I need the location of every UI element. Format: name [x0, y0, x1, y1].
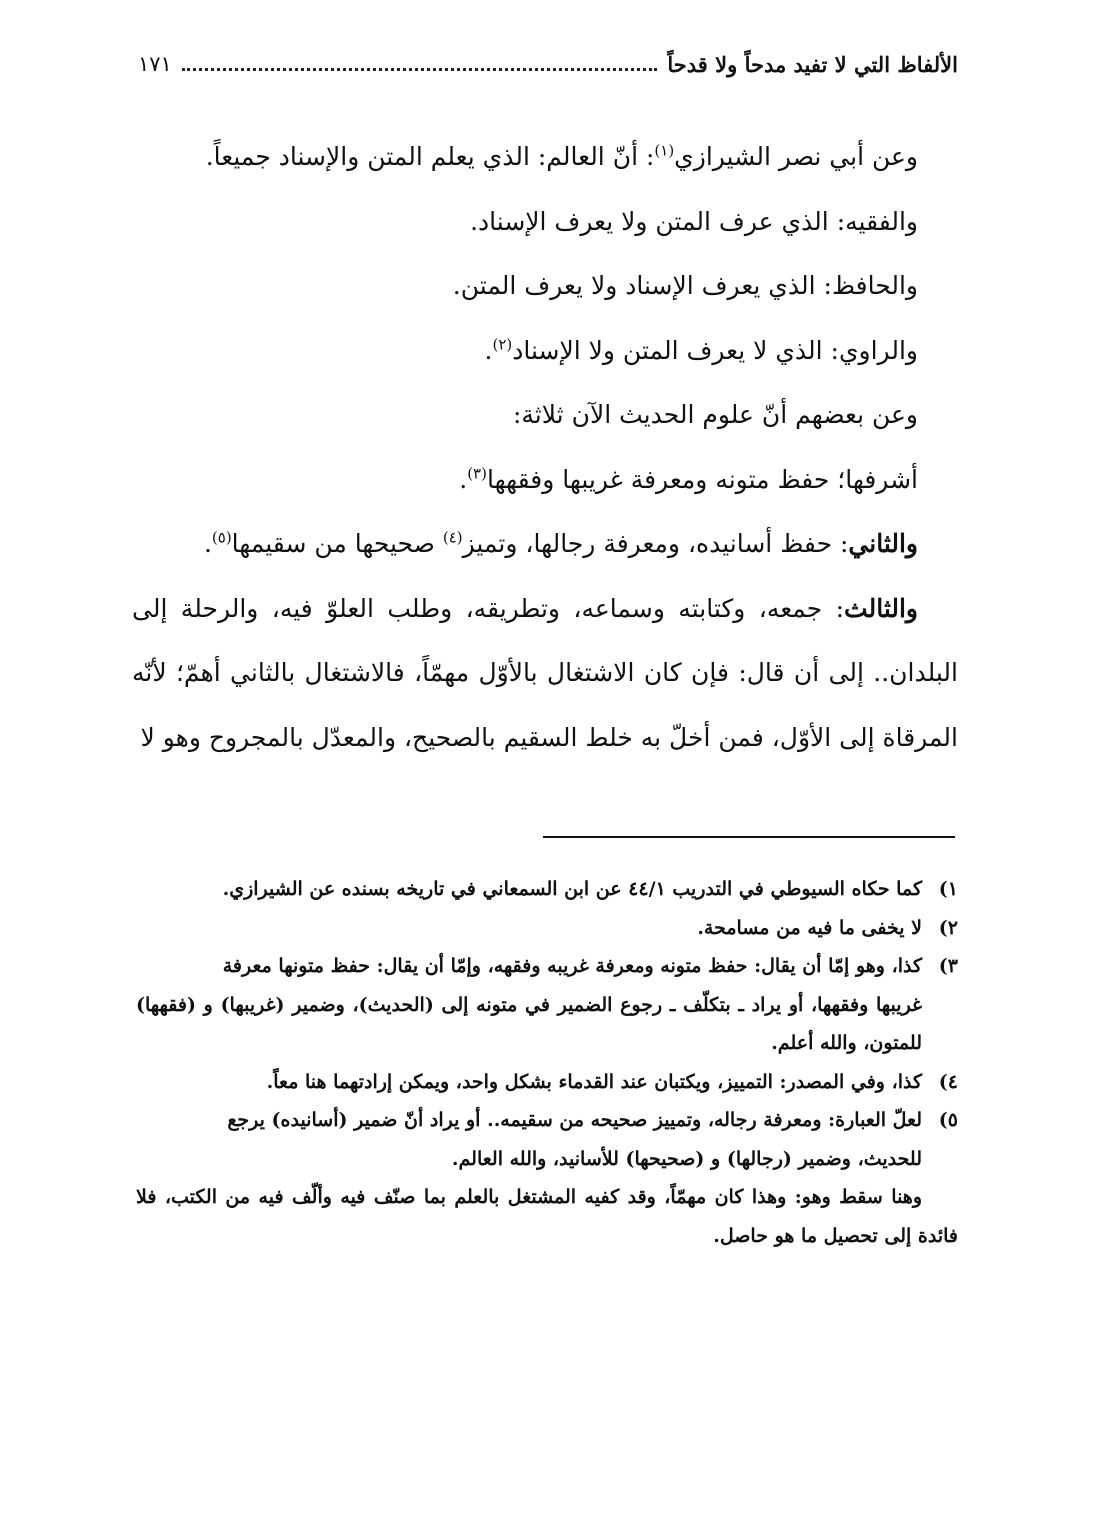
footnote-ref-2: (٢): [492, 335, 513, 354]
paragraph-text: : جمعه، وكتابته وسماعه، وتطريقه، وطلب العلوّ فيه، والرحلة إلى البلدان.. إلى أن قال: فإن كان الاشتغال بالأوّل مهمّاً، فالاشتغال بالثاني أهمّ؛ لأنّه المرقاة إلى الأوّل، فمن أخلّ به خلط السقيم بالصحيح، والمعدّل بالمجروح وهو لا: [132, 593, 958, 752]
footnote-4: [136, 1063, 958, 1102]
footnote-divider: [543, 836, 955, 838]
paragraph-text: .: [203, 529, 212, 558]
paragraph-text: : أنّ العالم: الذي يعلم المتن والإسناد جميعاً.: [205, 142, 655, 171]
paragraph-text: .: [484, 335, 493, 365]
paragraph-text: .: [459, 464, 468, 494]
paragraph-text: صحيحها من سقيمها: [231, 529, 443, 558]
footnote-text: كذا، وفي المصدر: التمييز، ويكتبان عند القدماء بشكل واحد، ويمكن إرادتهما هنا معاً.: [266, 1070, 922, 1093]
footnote-5-continuation: للحديث، وضمير (رجالها) و (صحيحها) للأسانيد، والله العالم.: [451, 1147, 922, 1170]
footnote-number: ٣): [938, 955, 958, 977]
paragraph-lead: والثالث: [844, 593, 918, 623]
running-header: [138, 44, 958, 84]
footnote-number: ٤): [938, 1070, 958, 1093]
paragraph-lead: والثاني: [848, 529, 918, 558]
paragraph-2: [132, 190, 958, 255]
page-number: ١٧١: [138, 52, 172, 76]
paragraph-1: [132, 125, 958, 190]
footnote-ref-5: (٥): [211, 528, 232, 547]
footnote-number: ٥): [938, 1109, 958, 1131]
paragraph-6: [132, 448, 958, 513]
footnote-ref-4: (٤): [442, 528, 463, 547]
footnote-text: كما حكاه السيوطي في التدريب ٤٤/١ عن ابن السمعاني في تاريخه بسنده عن الشيرازي.: [222, 878, 922, 900]
footnote-note: وهنا سقط وهو: وهذا كان مهمّاً، وقد كفيه المشتغل بالعلم بما صنّف فيه وألّف فيه من الكتب، فلا فائدة إلى تحصيل ما هو حاصل.: [136, 1186, 958, 1247]
paragraph-text: أشرفها؛ حفظ متونه ومعرفة غريبها وفقهها: [486, 464, 918, 494]
dotted-leader: [182, 68, 658, 71]
footnote-ref-3: (٣): [467, 464, 487, 483]
footnote-3-continuation: غريبها وفقهها، أو يراد ـ بتكلّف ـ رجوع الضمير في متونه إلى (الحديث)، وضمير (غريبها) و (فقهها) للمتون، والله أعلم.: [136, 993, 922, 1054]
footnote-2: [136, 909, 958, 948]
paragraph-8: [132, 577, 958, 771]
paragraph-text: والراوي: الذي لا يعرف المتن ولا الإسناد: [512, 335, 918, 365]
paragraph-4: [132, 319, 958, 384]
paragraph-text: والحافظ: الذي يعرف الإسناد ولا يعرف المتن.: [452, 271, 918, 300]
paragraph-text: وعن أبي نصر الشيرازي: [674, 142, 918, 171]
footnotes: [136, 870, 958, 1255]
footnote-ref-1: (١): [654, 141, 675, 160]
paragraph-3: [132, 254, 958, 319]
footnote-text: لا يخفى ما فيه من مسامحة.: [697, 916, 922, 939]
footnote-text: كذا، وهو إمّا أن يقال: حفظ متونه ومعرفة غريبه وفقهه، وإمّا أن يقال: حفظ متونها معرفة: [222, 955, 922, 977]
footnote-number: ١): [938, 878, 958, 900]
paragraph-text: : حفظ أسانيده، ومعرفة رجالها، وتميز: [462, 529, 849, 558]
main-text: [132, 125, 958, 770]
footnote-1: [136, 870, 958, 909]
footnote-5: [136, 1101, 958, 1140]
paragraph-7: [132, 512, 958, 577]
paragraph-5: [132, 383, 958, 448]
footnote-text: لعلّ العبارة: ومعرفة رجاله، وتمييز صحيحه من سقيمه.. أو يراد أنّ ضمير (أسانيده) يرجع: [227, 1109, 922, 1131]
footnote-3: [136, 947, 958, 986]
running-title: الألفاظ التي لا تفيد مدحاً ولا قدحاً: [667, 51, 958, 77]
footnote-number: ٢): [938, 916, 958, 939]
paragraph-text: وعن بعضهم أنّ علوم الحديث الآن ثلاثة:: [512, 400, 918, 429]
paragraph-text: والفقيه: الذي عرف المتن ولا يعرف الإسناد.: [470, 206, 918, 236]
